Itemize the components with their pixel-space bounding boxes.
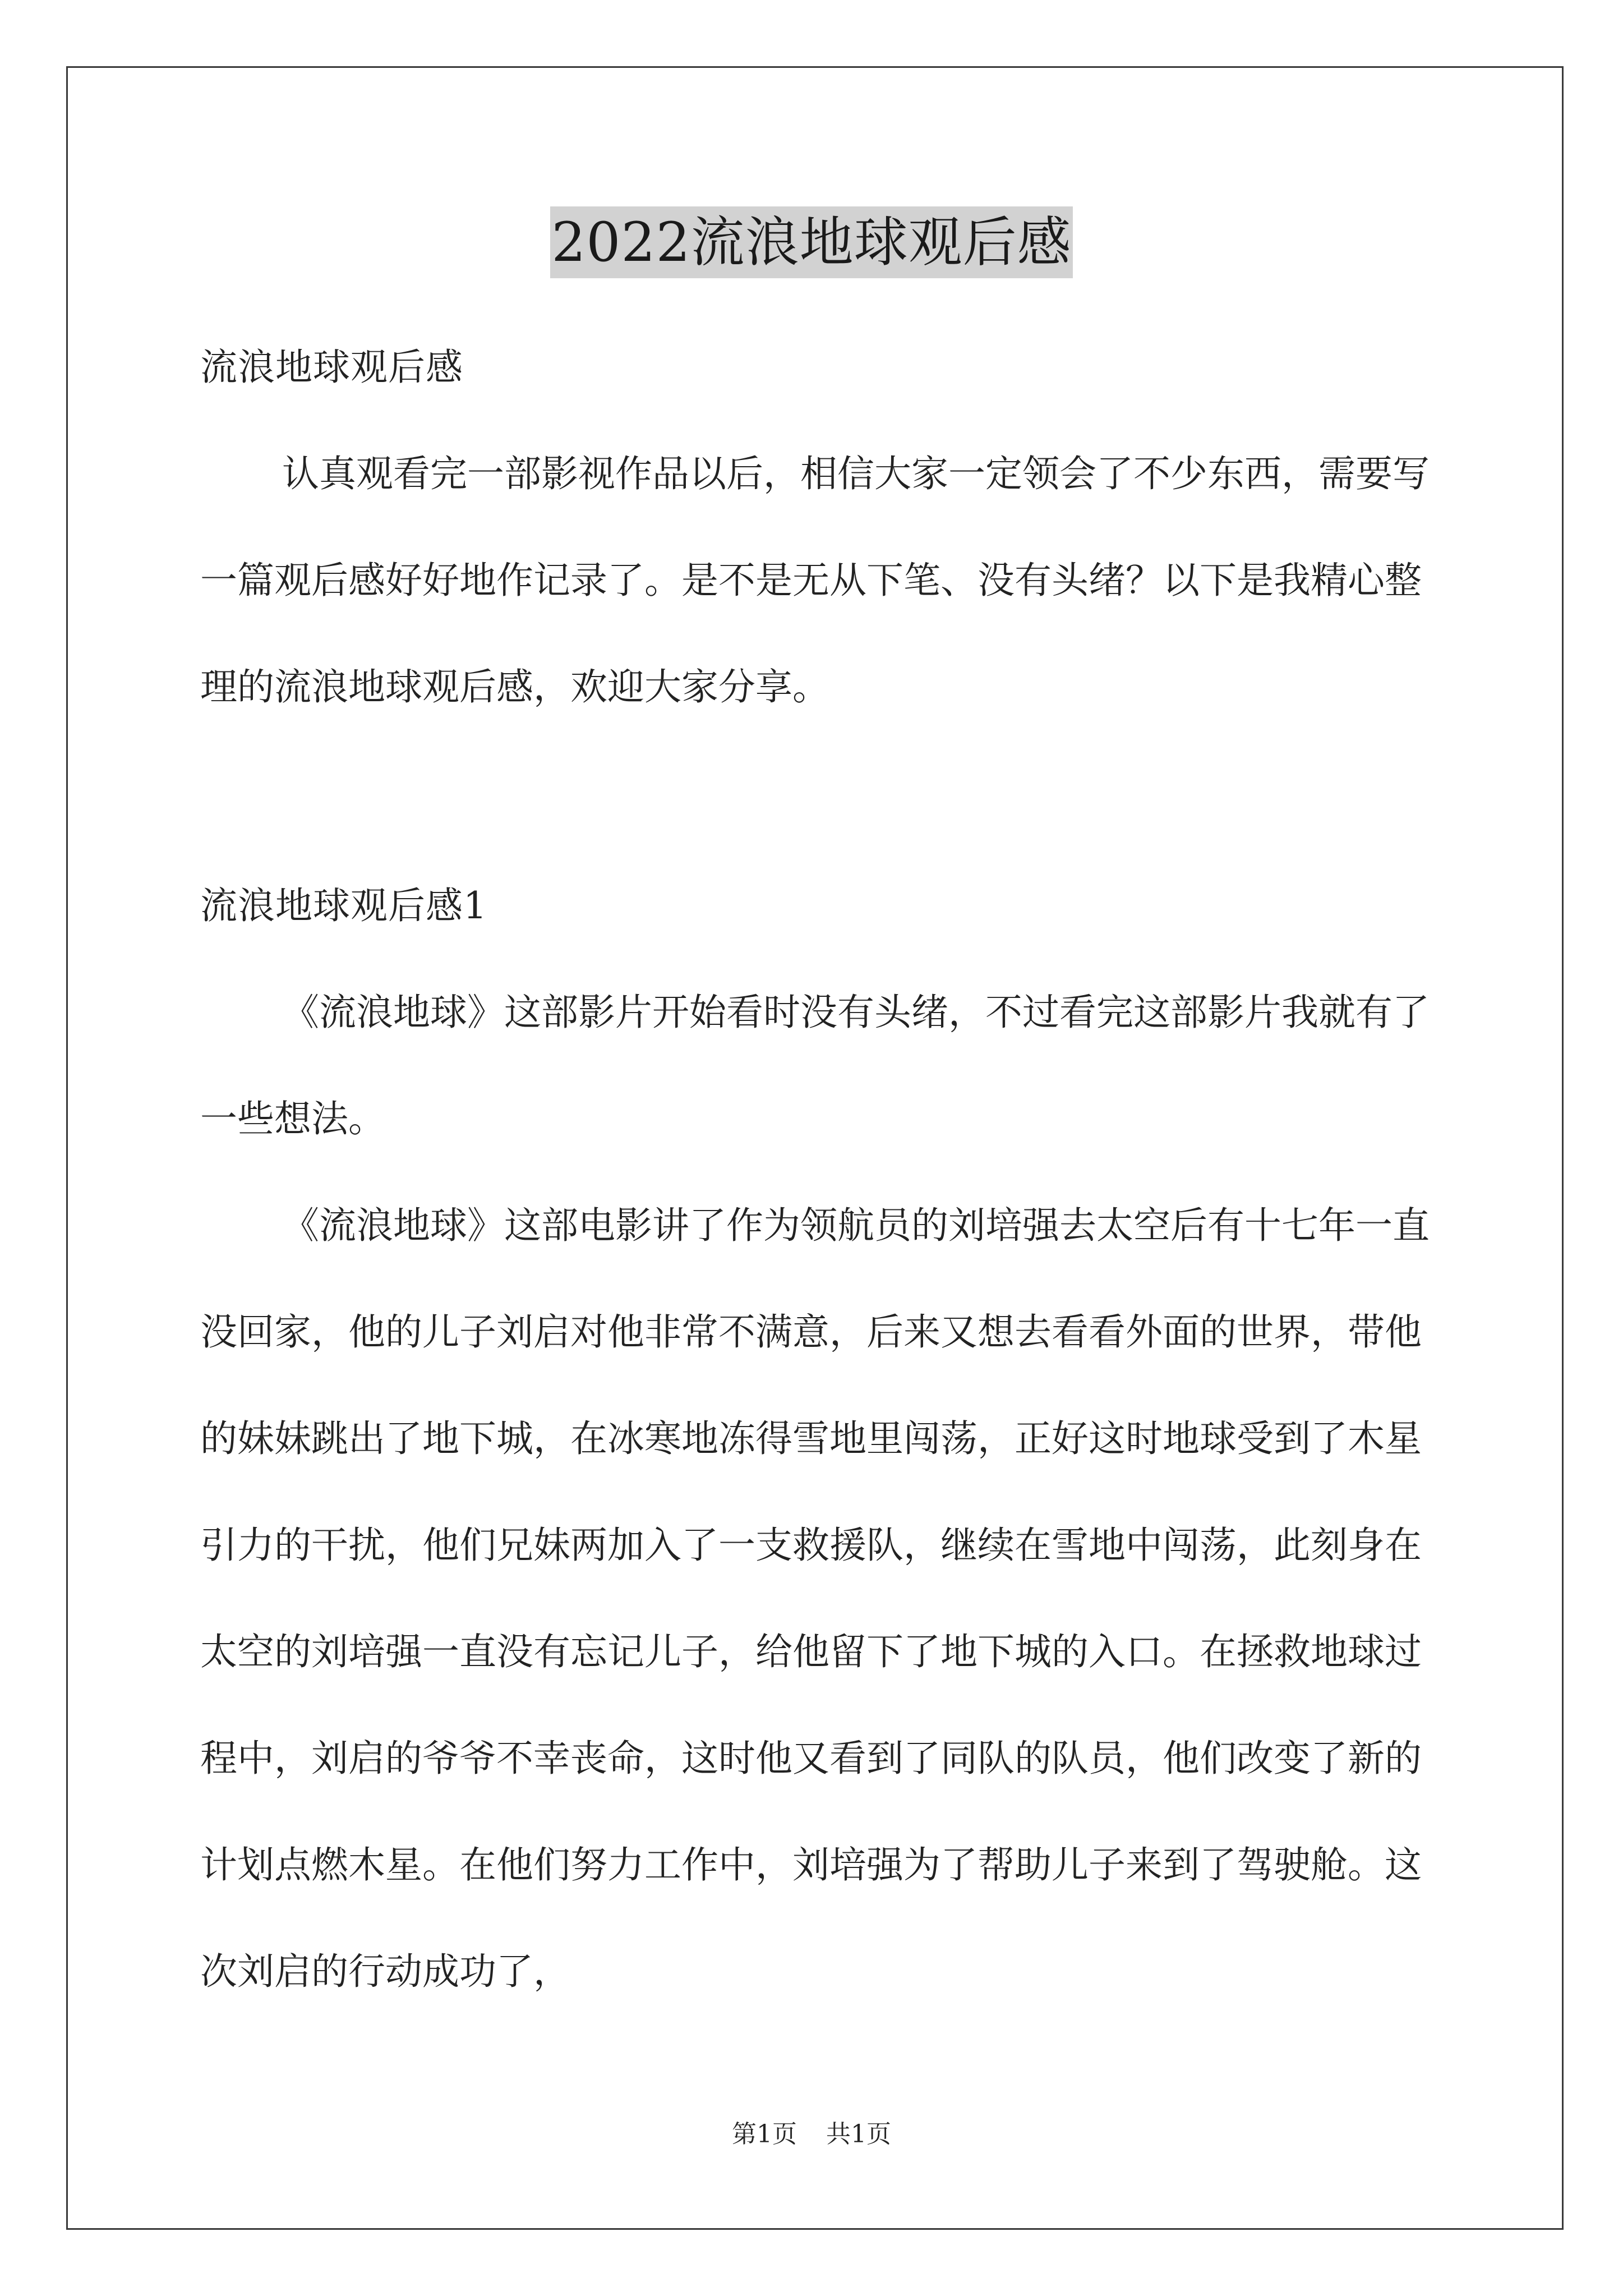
body-paragraph: 《流浪地球》这部影片开始看时没有头绪，不过看完这部影片我就有了一些想法。 (200, 991, 1430, 1140)
page-number: 第1页 (732, 2120, 797, 2148)
document-title-text: 2022流浪地球观后感 (550, 206, 1072, 278)
intro-paragraph: 认真观看完一部影视作品以后，相信大家一定领会了不少东西，需要写一篇观后感好好地作记录了。是不是无从下笔、没有头绪？以下是我精心整理的流浪地球观后感，欢迎大家分享。 (200, 452, 1430, 708)
page-footer (0, 2114, 1623, 2150)
body-paragraph: 《流浪地球》这部电影讲了作为领航员的刘培强去太空后有十七年一直没回家，他的儿子刘启对他非常不满意，后来又想去看看外面的世界，带他的妹妹跳出了地下城，在冰寒地冻得雪地里闯荡，正好这时地球受到了木星引力的干扰，他们兄妹两加入了一支救援队，继续在雪地中闯荡，此刻身在太空的刘培强一直没有忘记儿子，给他留下了地下城的入口。在拯救地球过程中，刘启的爷爷不幸丧命，这时他又看到了同队的队员，他们改变了新的计划点燃木星。在他们努力工作中，刘培强为了帮助儿子来到了驾驶舱。这次刘启的行动成功了， (200, 1204, 1430, 1993)
document-title (0, 206, 1623, 278)
page-total: 共1页 (826, 2120, 891, 2148)
document-subtitle: 流浪地球观后感 (200, 346, 463, 389)
section-spacer (200, 740, 1434, 853)
document-body (200, 314, 1434, 2025)
section-heading: 流浪地球观后感1 (200, 884, 487, 927)
